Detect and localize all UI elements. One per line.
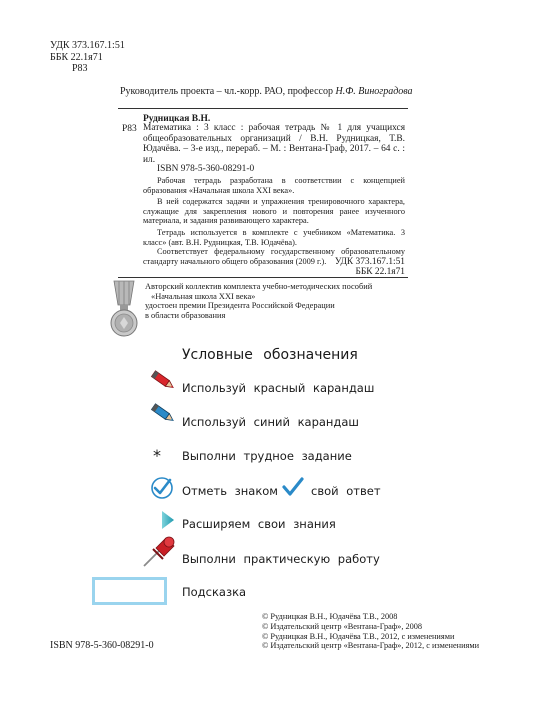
author-mark: Р83 (72, 63, 88, 74)
card-codes (310, 257, 405, 277)
bbk-code: ББК 22.1я71 (50, 51, 103, 63)
divider-top (118, 108, 408, 109)
card-udk: УДК 373.167.1:51 (334, 257, 405, 267)
asterisk-icon: * (153, 446, 161, 465)
card-author: Рудницкая В.Н. (143, 114, 211, 124)
hint-box-icon (92, 577, 167, 605)
legend-title: Условные обозначения (182, 347, 358, 363)
legend-label: Подсказка (182, 585, 247, 599)
udk-code: УДК 373.167.1:51 (50, 40, 125, 51)
copyright-line: © Издательский центр «Вентана-Граф», 2012, с изменениями (262, 641, 480, 651)
annotation-para: В ней содержатся задачи и упражнения тренировочного характера, служащие для закрепления нового и повторения ранее изученного материала, и задания развивающего характера. (143, 197, 405, 226)
card-code: Р83 (122, 124, 137, 134)
legend-label: Используй синий карандаш (182, 415, 359, 429)
classification-codes (50, 40, 125, 75)
project-leader (120, 86, 413, 97)
legend-label-before: Отметь знаком (182, 484, 278, 498)
checkmark-icon (282, 477, 304, 497)
divider-bottom (118, 277, 408, 278)
project-leader-name: Н.Ф. Виноградова (335, 86, 413, 97)
triangle-icon (161, 510, 175, 530)
circle-check-icon (150, 476, 174, 500)
copyright-line: © Рудницкая В.Н., Юдачёва Т.В., 2012, с изменениями (262, 631, 455, 641)
annotation-para: Рабочая тетрадь разработана в соответствии с концепцией образования «Начальная школа XXI века». (143, 176, 405, 195)
award-line: в области образования (145, 310, 226, 320)
legend-label: Используй красный карандаш (182, 381, 375, 395)
copyright-line: © Издательский центр «Вентана-Граф», 2008 (262, 621, 423, 631)
blue-pencil-icon (149, 402, 177, 426)
pushpin-icon (142, 534, 178, 568)
project-leader-text: Руководитель проекта – чл.-корр. РАО, профессор (120, 86, 336, 97)
card-isbn: ISBN 978-5-360-08291-0 (157, 164, 255, 174)
card-bbk: ББК 22.1я71 (355, 267, 405, 278)
copyright-block (262, 612, 479, 651)
award-line: Авторский коллектив комплекта учебно-методических пособий (145, 282, 373, 291)
annotation-para: Тетрадь используется в комплекте с учебником «Математика. 3 класс» (авт. В.Н. Рудницкая, Т.В. Юдачёва). (143, 227, 405, 247)
award-note (145, 282, 405, 320)
annotation-para: Соответствует федеральному государственному образовательному стандарту начального общего образования (2009 г.). (143, 247, 405, 266)
legend-label: Выполни трудное задание (182, 449, 352, 463)
legend-label: Расширяем свои знания (182, 517, 336, 531)
legend-label: Выполни практическую работу (182, 552, 380, 566)
award-line: удостоен премии Президента Российской Федерации (145, 301, 335, 311)
copyright-line: © Рудницкая В.Н., Юдачёва Т.В., 2008 (262, 612, 398, 621)
bibliographic-description: Математика : 3 класс : рабочая тетрадь № 1 для учащихся общеобразовательных организаций / В.Н. Рудницкая, Т.В. Юдачёва. – 3-е изд., перераб. – М. : Вентана-Граф, 2017. – 64 с. : ил. (143, 123, 405, 165)
red-pencil-icon (149, 369, 177, 393)
medal-icon (108, 279, 140, 339)
annotation (143, 176, 405, 266)
isbn-bottom: ISBN 978-5-360-08291-0 (50, 640, 154, 651)
award-line: «Начальная школа XXI века» (151, 291, 256, 301)
legend-label-after: свой ответ (311, 484, 381, 498)
